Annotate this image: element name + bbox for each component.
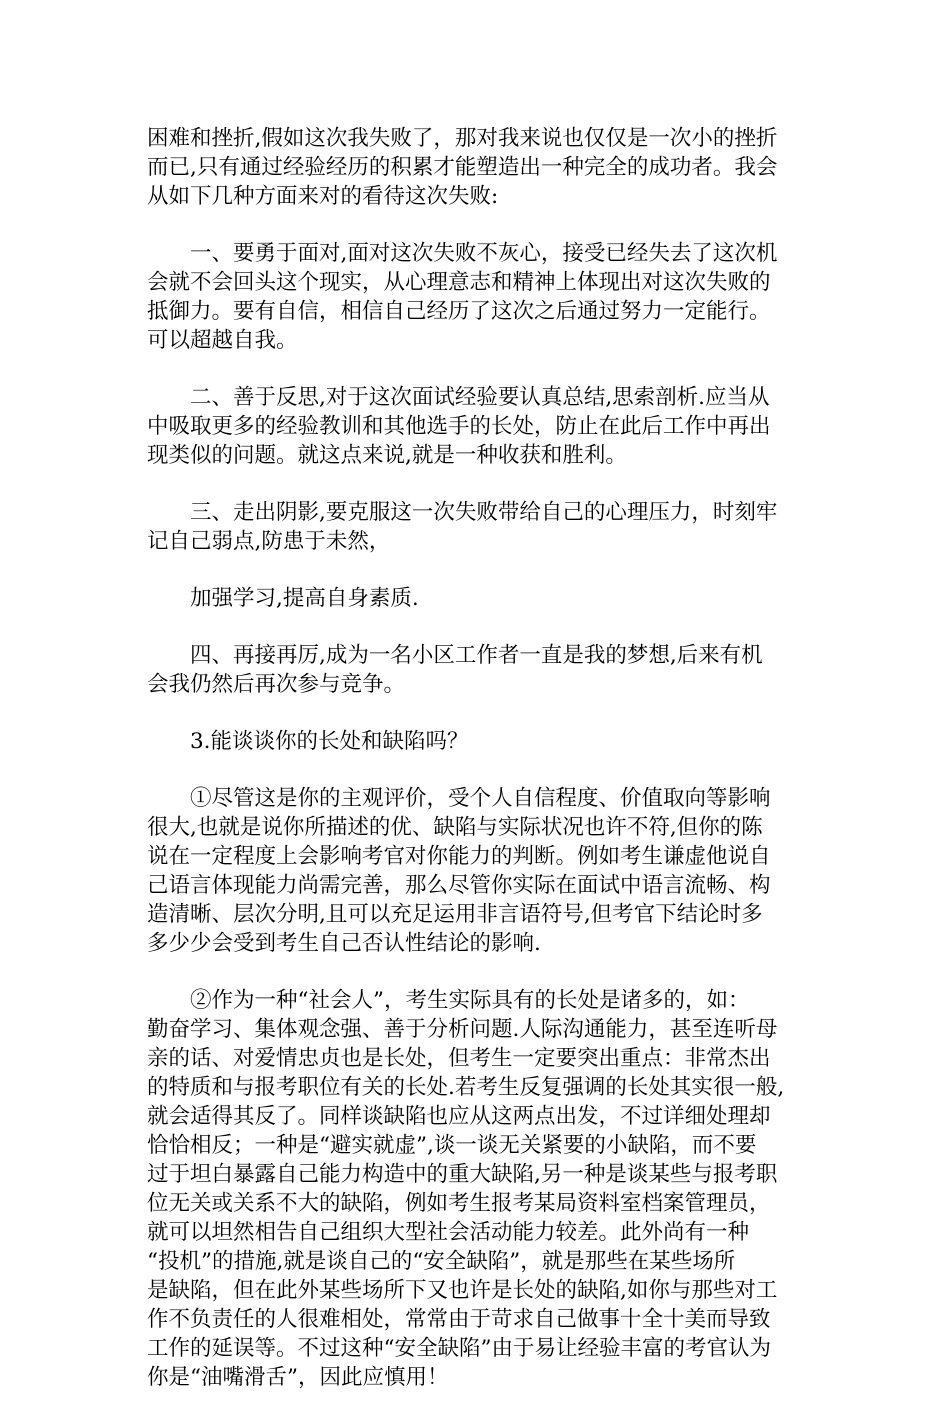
text-line: 会就不会回头这个现实，从心理意志和精神上体现出对这次失败的 [147,270,771,295]
text-line: “投机”的措施,就是谈自己的“安全缺陷”，就是那些在某些场所 [147,1249,736,1274]
text-line: 记自己弱点,防患于未然， [147,529,391,554]
text-line: 勤奋学习、集体观念强、善于分析问题.人际沟通能力，甚至连听母 [147,1017,778,1042]
text-line: 加强学习,提高自身素质. [190,586,419,611]
text-line: 一、要勇于面对,面对这次失败不灰心，接受已经失去了这次机 [190,241,778,266]
paragraph-answer-two [147,986,813,1392]
text-line: 就可以坦然相告自己组织大型社会活动能力较差。此外尚有一种 [147,1220,750,1245]
text-line: ②作为一种“社会人”，考生实际具有的长处是诸多的，如： [190,988,750,1013]
text-line: 很大,也就是说你所描述的优、缺陷与实际状况也许不符,但你的陈 [147,815,763,840]
text-line: 位无关或关系不大的缺陷，例如考生报考某局资料室档案管理员， [147,1191,771,1216]
paragraph-point-one [147,239,813,355]
text-line: 四、再接再厉,成为一名小区工作者一直是我的梦想,后来有机 [190,643,763,668]
text-line: 的特质和与报考职位有关的长处.若考生反复强调的长处其实很一般, [147,1075,785,1100]
text-line: 抵御力。要有自信，相信自己经历了这次之后通过努力一定能行。 [147,299,771,324]
text-line: 作不负责任的人很难相处，常常由于苛求自己做事十全十美而导致 [147,1307,771,1332]
text-line: 会我仍然后再次参与竞争。 [147,672,406,697]
paragraph-point-four [147,641,813,699]
paragraph-point-three [147,498,813,556]
text-line: 多少少会受到考生自己否认性结论的影响. [147,931,541,956]
paragraph-study [147,584,813,613]
text-line: 恰恰相反；一种是“避实就虚”,谈一谈无关紧要的小缺陷，而不要 [147,1133,757,1158]
paragraph-intro [147,124,813,211]
text-line: 己语言体现能力尚需完善，那么尽管你实际在面试中语言流畅、构 [147,873,771,898]
text-line: 现类似的问题。就这点来说,就是一种收获和胜利。 [147,443,627,468]
text-line: 造清晰、层次分明,且可以充足运用非言语符号,但考官下结论时多 [147,902,763,927]
text-line: 二、善于反思,对于这次面试经验要认真总结,思索剖析.应当从 [190,385,770,410]
text-line: 从如下几种方面来对的看待这次失败: [147,184,499,209]
text-line: 可以超越自我。 [147,328,298,353]
text-line: 3.能谈谈你的长处和缺陷吗？ [190,729,469,754]
paragraph-answer-one [147,784,813,958]
text-line: 你是“油嘴滑舌”，因此应慎用！ [147,1365,449,1390]
text-line: 中吸取更多的经验教训和其他选手的长处，防止在此后工作中再出 [147,414,771,439]
text-line: 困难和挫折,假如这次我失败了，那对我来说也仅仅是一次小的挫折 [147,126,778,151]
text-line: 就会适得其反了。同样谈缺陷也应从这两点出发，不过详细处理却 [147,1104,771,1129]
text-line: ①尽管这是你的主观评价，受个人自信程度、价值取向等影响 [190,786,771,811]
text-line: 三、走出阴影,要克服这一次失败带给自己的心理压力，时刻牢 [190,500,778,525]
text-line: 说在一定程度上会影响考官对你能力的判断。例如考生谦虚他说自 [147,844,771,869]
text-line: 过于坦白暴露自己能力构造中的重大缺陷,另一种是谈某些与报考职 [147,1162,778,1187]
text-line: 亲的话、对爱情忠贞也是长处，但考生一定要突出重点：非常杰出 [147,1046,771,1071]
question-heading [147,727,813,756]
paragraph-point-two [147,383,813,470]
text-line: 是缺陷，但在此外某些场所下又也许是长处的缺陷,如你与那些对工 [147,1278,778,1303]
text-line: 而已,只有通过经验经历的积累才能塑造出一种完全的成功者。我会 [147,155,778,180]
text-line: 工作的延误等。不过这种“安全缺陷”由于易让经验丰富的考官认为 [147,1336,771,1361]
document-body [147,124,813,1420]
